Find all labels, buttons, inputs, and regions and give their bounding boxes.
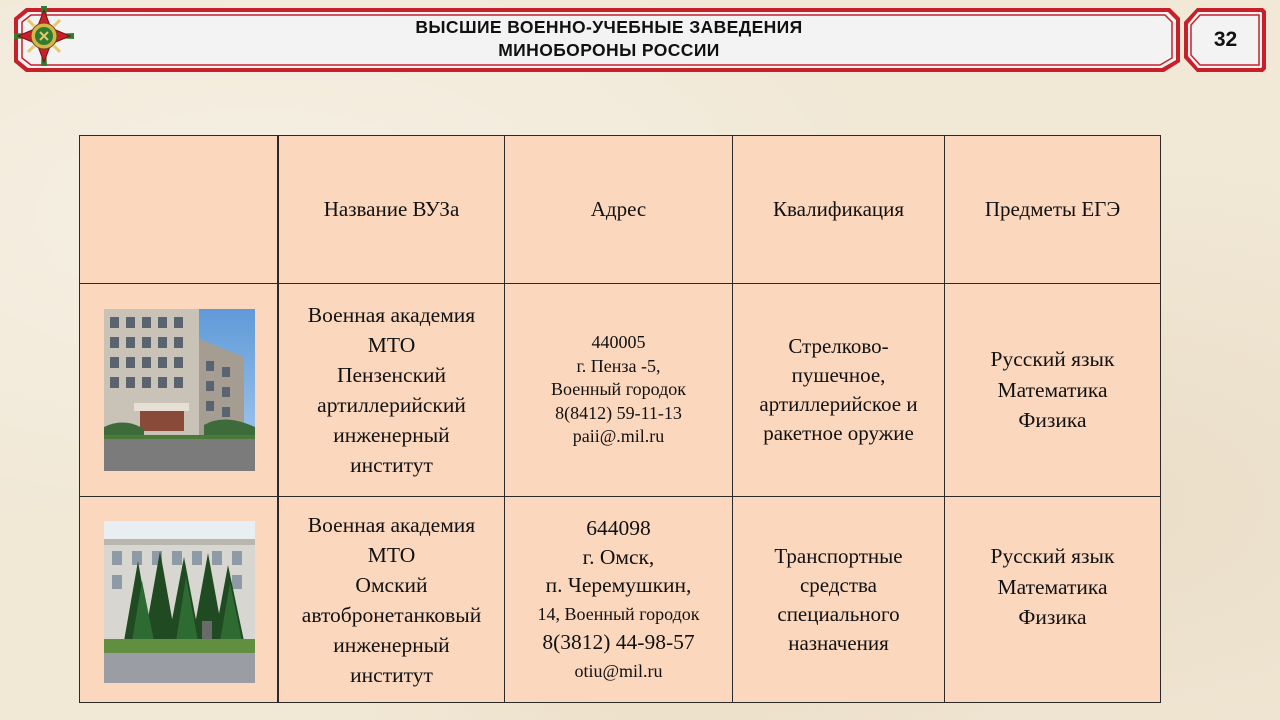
page-number: 32 (1213, 28, 1238, 51)
table-row-2-photo-cell (79, 496, 278, 703)
title-line-1: ВЫСШИЕ ВОЕННО-УЧЕБНЫЕ ЗАВЕДЕНИЯ (415, 17, 803, 37)
qualification-line: пушечное, (791, 363, 886, 387)
qualification-line: Транспортные (774, 543, 903, 568)
title-line-2: МИНОБОРОНЫ РОССИИ (498, 40, 720, 60)
qualification-line: средства (799, 572, 877, 597)
address-email: paii@.mil.ru (572, 426, 665, 447)
address-phone: 8(8412) 59-11-13 (555, 402, 682, 423)
military-cross-emblem-icon (12, 6, 76, 66)
name-line: институт (350, 453, 433, 477)
qualification-line: назначения (788, 630, 889, 655)
subject-line: Русский язык (990, 544, 1115, 568)
table-row-1-photo-cell (79, 283, 278, 497)
title-banner (12, 6, 1182, 74)
address-street: 14, Военный городок (537, 603, 700, 624)
page-number-badge (1183, 6, 1268, 74)
name-line: Военная академия (307, 303, 476, 327)
subject-line: Русский язык (990, 347, 1115, 372)
header-cell-address: Адрес (504, 135, 733, 284)
header-cell-subjects: Предметы ЕГЭ (944, 135, 1161, 284)
subject-line: Математика (997, 377, 1108, 402)
subject-line: Математика (997, 574, 1108, 599)
table-row-2-qualification (732, 496, 945, 703)
page-title (152, 16, 1066, 62)
institute-building-with-firs-photo (104, 521, 255, 683)
address-phone: 8(3812) 44-98-57 (542, 630, 695, 654)
address-city: г. Омск, (582, 544, 655, 569)
address-street: Военный городок (550, 379, 687, 400)
table-row-2-name (278, 496, 505, 703)
name-line: инженерный (333, 423, 450, 447)
header-cell-photo (79, 135, 278, 284)
qualification-line: Стрелково- (788, 334, 889, 358)
name-line: автобронетанковый (301, 602, 482, 627)
universities-table (79, 135, 1161, 703)
table-row-1-qualification (732, 283, 945, 497)
address-city: г. Пенза -5, (576, 355, 661, 376)
header-cell-qualification: Квалификация (732, 135, 945, 284)
name-line: МТО (367, 333, 416, 357)
name-line: Омский (355, 572, 428, 597)
address-postcode: 440005 (591, 332, 646, 353)
table-row-1-address (504, 283, 733, 497)
name-line: инженерный (333, 632, 450, 657)
address-postcode: 644098 (586, 516, 651, 540)
table-row-1-subjects (944, 283, 1161, 497)
qualification-line: специального (777, 601, 900, 626)
name-line: Пензенский (336, 363, 447, 387)
name-line: артиллерийский (317, 393, 466, 417)
qualification-line: ракетное оружие (763, 421, 914, 445)
subject-line: Физика (1018, 408, 1087, 433)
table-row-2-address (504, 496, 733, 703)
name-line: Военная академия (307, 512, 476, 537)
name-line: институт (350, 662, 433, 687)
header-cell-name: Название ВУЗа (278, 135, 505, 284)
subject-line: Физика (1018, 605, 1087, 629)
table-row-1-name (278, 283, 505, 497)
address-email: otiu@mil.ru (574, 660, 663, 681)
qualification-line: артиллерийское и (759, 392, 918, 416)
table-row-2-subjects (944, 496, 1161, 703)
academy-building-photo (104, 309, 255, 471)
address-settlement: п. Черемушкин, (545, 573, 692, 597)
name-line: МТО (367, 542, 416, 567)
